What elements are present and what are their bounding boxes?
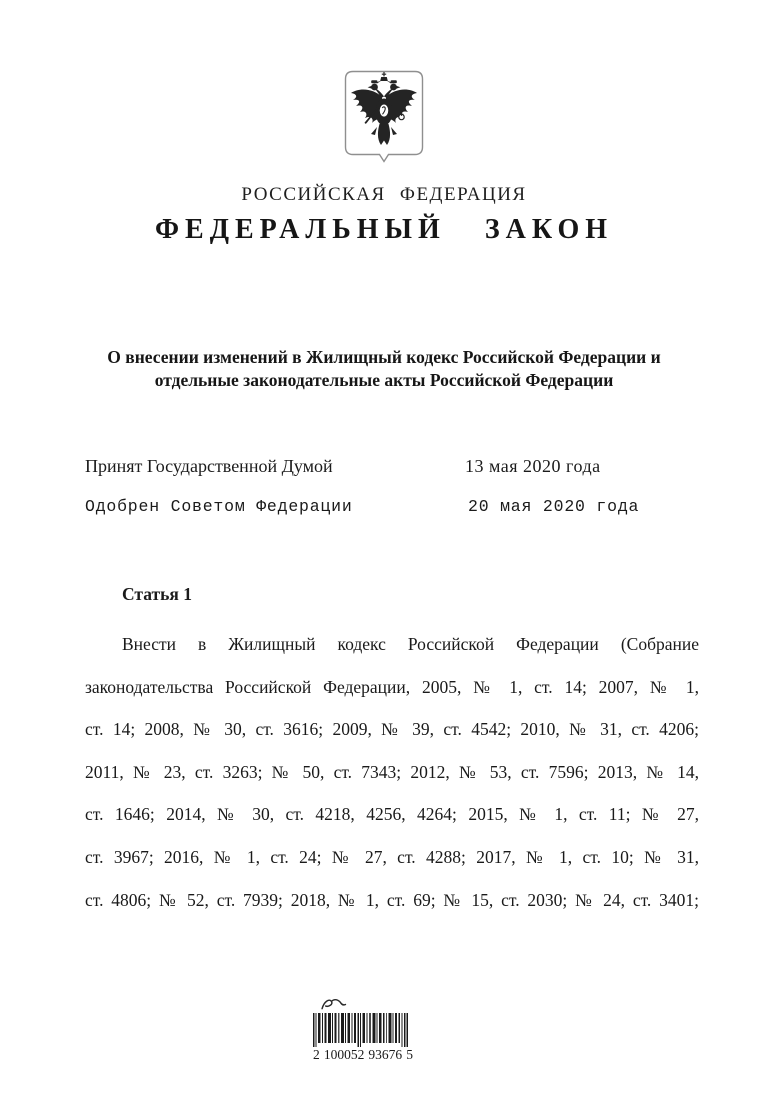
law-title-line: отдельные законодательные акты Российской Федерации: [154, 370, 614, 390]
handwritten-initials-icon: [320, 997, 347, 1012]
body-line: ст. 4806; № 52, ст. 7939; 2018, № 1, ст. 69; № 15, ст. 2030; № 24, ст. 3401;: [85, 889, 699, 910]
approved-by-council-label: Одобрен Советом Федерации: [85, 497, 353, 516]
barcode-digit-group: 100052: [323, 1047, 365, 1062]
country-name: РОССИЙСКАЯ ФЕДЕРАЦИЯ: [241, 184, 527, 205]
russia-coat-of-arms-icon: [344, 70, 424, 163]
barcode-digits: [313, 1047, 413, 1063]
law-title-line: О внесении изменений в Жилищный кодекс Российской Федерации и: [107, 347, 661, 367]
barcode-digit-group: 2: [313, 1047, 320, 1062]
barcode: [313, 995, 415, 1065]
approved-by-council-date: 20 мая 2020 года: [468, 497, 640, 516]
law-body-paragraph: [85, 623, 699, 921]
body-line: ст. 1646; 2014, № 30, ст. 4218, 4256, 4264; 2015, № 1, ст. 11; № 27,: [85, 804, 699, 825]
adopted-by-duma-date: 13 мая 2020 года: [465, 456, 601, 476]
barcode-digit-group: 93676: [368, 1047, 403, 1062]
barcode-digit-group: 5: [406, 1047, 413, 1062]
body-line: законодательства Российской Федерации, 2005, № 1, ст. 14; 2007, № 1,: [85, 676, 699, 697]
barcode-bars: [313, 1013, 410, 1047]
body-line: ст. 14; 2008, № 30, ст. 3616; 2009, № 39, ст. 4542; 2010, № 31, ст. 4206;: [85, 719, 699, 740]
body-line: 2011, № 23, ст. 3263; № 50, ст. 7343; 2012, № 53, ст. 7596; 2013, № 14,: [85, 761, 699, 782]
adopted-by-duma-label: Принят Государственной Думой: [85, 456, 333, 476]
law-title: [76, 346, 692, 392]
body-line: ст. 3967; 2016, № 1, ст. 24; № 27, ст. 4288; 2017, № 1, ст. 10; № 31,: [85, 846, 699, 867]
article-1-heading: Статья 1: [122, 584, 192, 604]
body-line: Внести в Жилищный кодекс Российской Федерации (Собрание: [122, 634, 699, 654]
document-type-title: ФЕДЕРАЛЬНЫЙ ЗАКОН: [155, 214, 613, 245]
